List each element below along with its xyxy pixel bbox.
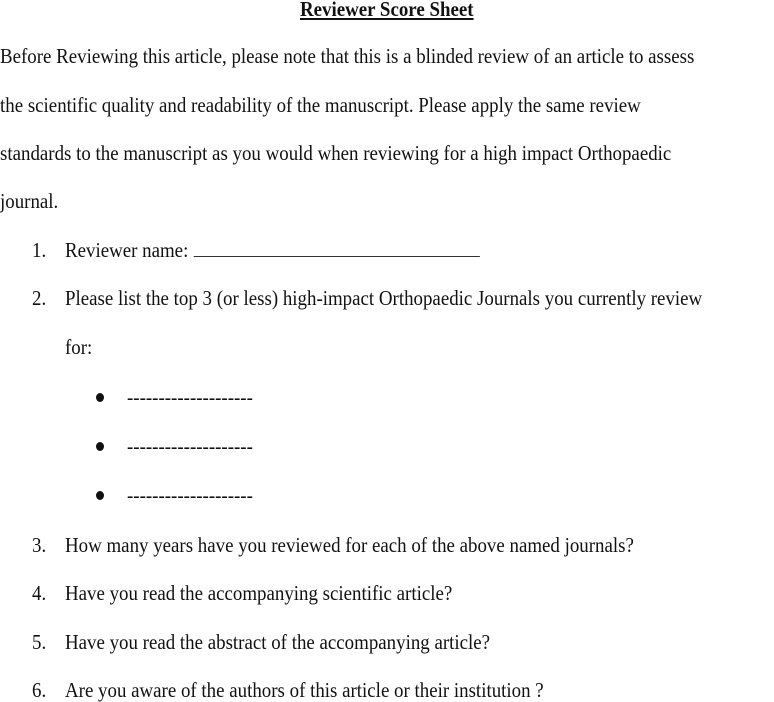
question-text: Have you read the accompanying scientific article? [65,581,453,605]
bullet-icon [96,491,104,500]
question-text: Have you read the abstract of the accompanying article? [65,630,491,654]
question-reviewer-name [65,238,480,262]
bullet-icon [96,393,104,402]
page-title: Reviewer Score Sheet [300,0,474,21]
question-text: Are you aware of the authors of this article or their institution ? [65,678,544,702]
bullet-icon [96,442,104,451]
item-number: 2. [32,286,47,310]
journal-blank[interactable]: -------------------- [127,434,253,458]
question-text: Reviewer name: [65,238,189,262]
journal-blank[interactable]: -------------------- [127,385,253,409]
intro-line: the scientific quality and readability of the manuscript. Please apply the same review [0,93,641,117]
journal-blank[interactable]: -------------------- [127,483,253,507]
question-text: How many years have you reviewed for each of the above named journals? [65,533,634,557]
question-text-continued: for: [65,335,93,359]
reviewer-name-field[interactable] [194,238,480,257]
intro-line: standards to the manuscript as you would when reviewing for a high impact Orthopaedic [0,141,672,165]
intro-line: Before Reviewing this article, please note that this is a blinded review of an article to assess [0,44,695,68]
item-number: 1. [32,238,47,262]
item-number: 4. [32,581,47,605]
item-number: 6. [32,678,47,702]
intro-line: journal. [0,189,59,213]
question-text: Please list the top 3 (or less) high-impact Orthopaedic Journals you currently review [65,286,703,310]
item-number: 3. [32,533,47,557]
item-number: 5. [32,630,47,654]
